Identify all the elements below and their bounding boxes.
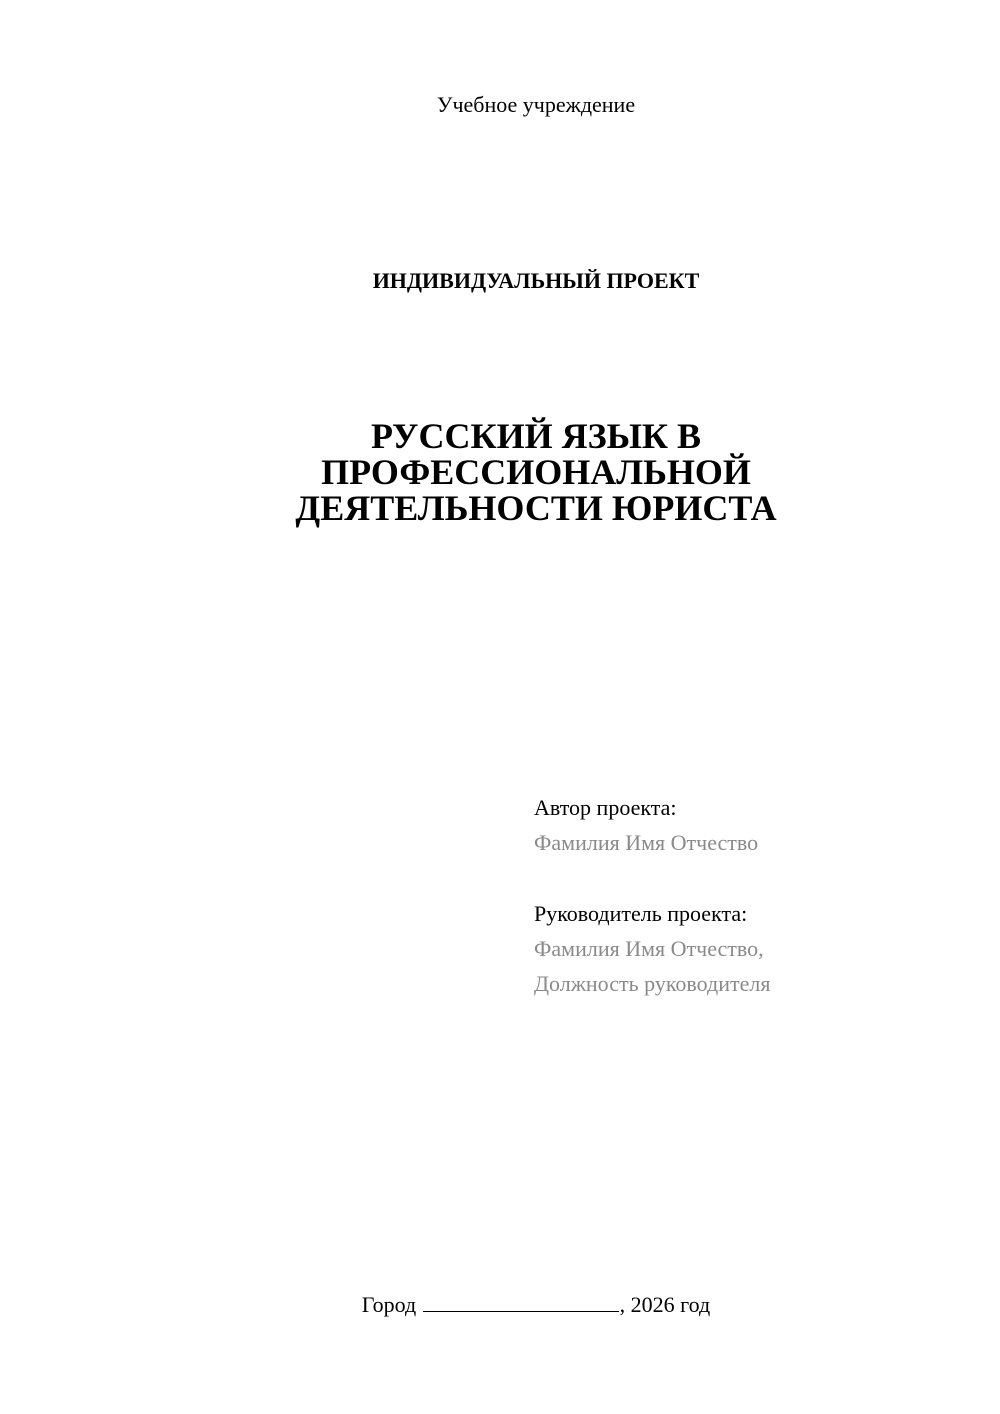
project-type-heading: ИНДИВИДУАЛЬНЫЙ ПРОЕКТ xyxy=(372,268,700,293)
supervisor-position: Должность руководителя xyxy=(534,971,771,996)
author-label: Автор проекта: xyxy=(534,795,677,820)
author-name: Фамилия Имя Отчество xyxy=(534,830,759,855)
supervisor-name: Фамилия Имя Отчество, xyxy=(534,936,764,961)
info-spacer xyxy=(534,860,770,896)
project-title-line-2: ПРОФЕССИОНАЛЬНОЙ xyxy=(321,452,751,492)
institution-name: Учебное учреждение xyxy=(436,92,636,117)
city-blank-line xyxy=(423,1291,619,1312)
project-title xyxy=(0,418,1000,526)
project-info-block xyxy=(534,790,770,1001)
project-title-line-3: ДЕЯТЕЛЬНОСТИ ЮРИСТА xyxy=(295,488,777,528)
year-text: , 2026 год xyxy=(619,1292,711,1317)
project-title-line-1: РУССКИЙ ЯЗЫК В xyxy=(370,416,702,456)
city-label: Город xyxy=(361,1292,417,1317)
supervisor-label: Руководитель проекта: xyxy=(534,901,748,926)
footer-city-year xyxy=(0,1291,1000,1319)
